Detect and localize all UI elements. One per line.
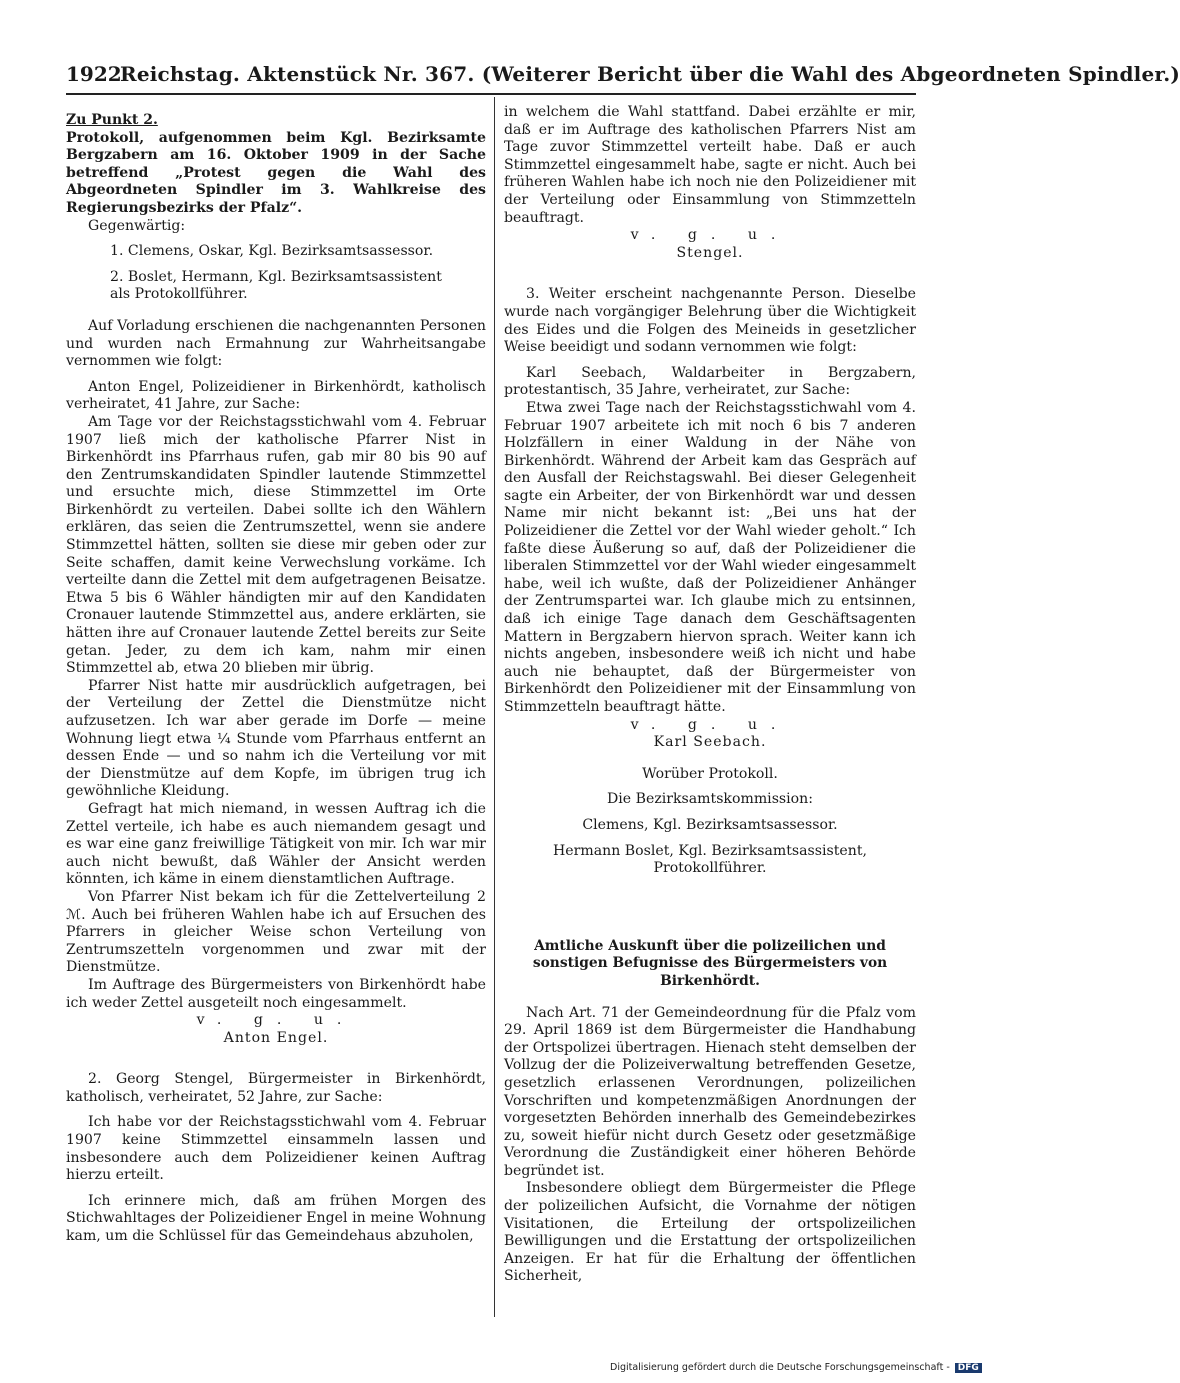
witness-intro: Karl Seebach, Waldarbeiter in Bergzabern, protestantisch, 35 Jahre, verheiratet, zur Sache: [504, 364, 916, 399]
footer-text: Digitalisierung gefördert durch die Deutsche Forschungsgemeinschaft - [610, 1362, 950, 1373]
witness-intro: Anton Engel, Polizeidiener in Birkenhördt, katholisch verheiratet, 41 Jahre, zur Sache: [66, 378, 486, 413]
section-label: Zu Punkt 2. [66, 112, 158, 128]
attendee-2: 2. Boslet, Hermann, Kgl. Bezirksamtsassistent [110, 268, 442, 285]
paragraph: Von Pfarrer Nist bekam ich für die Zettelverteilung 2 ℳ. Auch bei früheren Wahlen habe ich auf Ersuchen des Pfarrers in gleicher Weise schon Verteilung von Zentrumszetteln vorgenommen und zwar mit der Dienstmütze. [66, 888, 486, 976]
vgu-mark: v. g. u. [630, 716, 790, 733]
paragraph: Insbesondere obliegt dem Bürgermeister die Pflege der polizeilichen Aufsicht, die Vornahme der nötigen Visitationen, die Erteilung der ortspolizeilichen Bewilligungen und die Erstattung der ortspolizeilichen Anzeigen. Er hat für die Erhaltung der öffentlichen Sicherheit, [504, 1180, 916, 1285]
digitization-footer [610, 1362, 982, 1373]
paragraph: 3. Weiter erscheint nachgenannte Person. Dieselbe wurde nach vorgängiger Belehrung über die Wichtigkeit des Eides und die Folgen des Meineids in gesetzlicher Weise beeidigt und sodann vernommen wie folgt: [504, 286, 916, 356]
attendee-1: 1. Clemens, Oskar, Kgl. Bezirksamtsassessor. [110, 243, 434, 260]
paragraph: Etwa zwei Tage nach der Reichstagsstichwahl vom 4. Februar 1907 arbeitete ich mit noch 6 bis 7 anderen Holzfällern in einer Waldung in der Nähe von Birkenhördt. Während der Arbeit kam das Gespräch auf den Ausfall der Reichstagswahl. Bei dieser Gelegenheit sagte ein Arbeiter, der von Birkenhördt war und dessen Name mir nicht bekannt ist: „Bei uns hat der Polizeidiener die Zettel vor der Wahl wieder geholt.“ Ich faßte diese Äußerung so auf, daß der Polizeidiener die liberalen Stimmzettel vor der Wahl wieder eingesammelt habe, weil ich wußte, daß der Polizeidiener Anhänger der Zentrumspartei war. Ich glaube mich zu entsinnen, daß ich einige Tage danach dem Geschäftsagenten Mattern in Bergzabern hiervon sprach. Weiter kann ich nichts angeben, insbesondere weiß ich nicht und habe auch nie behauptet, daß der Bürgermeister von Birkenhördt den Polizeidiener mit der Einsammlung von Stimmzetteln beauftragt hätte. [504, 399, 916, 715]
paragraph: Nach Art. 71 der Gemeindeordnung für die Pfalz vom 29. April 1869 ist dem Bürgermeister die Handhabung der Ortspolizei übertragen. Hienach steht demselben der Vollzug der die Polizeiverwaltung betreffenden Gesetze, gesetzlich erlassenen Verordnungen, polizeilichen Vorschriften und kompetenzmäßigen Anordnungen der vorgesetzten Behörden innerhalb des Gemeindebezirkes zu, soweit hiefür nicht durch Gesetz oder gesetzmäßige Verordnung die Zuständigkeit einer höheren Behörde begründet ist. [504, 1004, 916, 1179]
closing-line: Clemens, Kgl. Bezirksamtsassessor. [582, 816, 838, 833]
paragraph: Ich habe vor der Reichstagsstichwahl vom 4. Februar 1907 keine Stimmzettel einsammeln lassen und insbesondere auch dem Polizeidiener keinen Auftrag hierzu erteilt. [66, 1114, 486, 1184]
left-column [66, 112, 486, 1246]
vgu-mark: v. g. u. [196, 1012, 356, 1029]
right-column [504, 104, 916, 1286]
paragraph: Im Auftrage des Bürgermeisters von Birkenhördt habe ich weder Zettel ausgeteilt noch eingesammelt. [66, 976, 486, 1011]
vgu-mark: v. g. u. [630, 227, 790, 244]
page-header [66, 62, 1180, 92]
signature-name: Stengel. [676, 244, 744, 261]
attendee-2-role: als Protokollführer. [110, 286, 248, 303]
dfg-logo-icon: DFG [955, 1363, 982, 1373]
closing-line: Die Bezirksamtskommission: [607, 791, 813, 808]
section-title: Amtliche Auskunft über die polizeilichen und sonstigen Befugnisse des Bürgermeisters von Birkenhördt. [532, 937, 888, 989]
paragraph: Pfarrer Nist hatte mir ausdrücklich aufgetragen, bei der Verteilung der Zettel die Dienstmütze nicht aufzusetzen. Ich war aber gerade im Dorfe — meine Wohnung liegt etwa ¼ Stunde vom Pfarrhaus entfernt an dessen Ende — und so nahm ich die Verteilung vor mit der Dienstmütze auf dem Kopfe, im übrigen trug ich gewöhnliche Kleidung. [66, 677, 486, 800]
paragraph: in welchem die Wahl stattfand. Dabei erzählte er mir, daß er im Auftrage des katholischen Pfarrers Nist am Tage zuvor Stimmzettel verteilt habe. Daß er auch Stimmzettel eingesammelt habe, sagte er nicht. Auch bei früheren Wahlen habe ich noch nie den Polizeidiener mit der Verteilung oder Einsammlung von Stimmzetteln beauftragt. [504, 104, 916, 226]
paragraph: Ich erinnere mich, daß am frühen Morgen des Stichwahltages der Polizeidiener Engel in meine Wohnung kam, um die Schlüssel für das Gemeindehaus abzuholen, [66, 1192, 486, 1245]
signature-name: Karl Seebach. [653, 734, 767, 751]
paragraph: Auf Vorladung erschienen die nachgenannten Personen und wurden nach Ermahnung zur Wahrheitsangabe vernommen wie folgt: [66, 317, 486, 370]
closing-line: Worüber Protokoll. [642, 765, 778, 782]
closing-line: Hermann Boslet, Kgl. Bezirksamtsassistent, [553, 842, 867, 859]
present-label: Gegenwärtig: [88, 217, 186, 234]
column-divider [494, 97, 495, 1317]
page-running-title: Reichstag. Aktenstück Nr. 367. (Weiterer Bericht über die Wahl des Abgeordneten Spindler.) [120, 62, 1180, 86]
paragraph: Am Tage vor der Reichstagsstichwahl vom 4. Februar 1907 ließ mich der katholische Pfarrer Nist in Birkenhördt ins Pfarrhaus rufen, gab mir 80 bis 90 auf den Zentrumskandidaten Spindler lautende Stimmzettel und ersuchte mich, diese Stimmzettel im Orte Birkenhördt zu verteilen. Dabei sollte ich den Wählern erklären, das seien die Zentrumszettel, wenn sie andere Stimmzettel hätten, sollten sie diese mir geben oder zur Seite schaffen, damit keine Verwechslung vorkäme. Ich verteilte dann die Zettel mit dem aufgetragenen Beisatze. Etwa 5 bis 6 Wähler händigten mir auf den Kandidaten Cronauer lautende Stimmzettel aus, andere erklärten, sie hätten ihre auf Cronauer lautende Zettel bereits zur Seite getan. Jeder, zu dem ich kam, nahm mir einen Stimmzettel ab, etwa 20 blieben mir übrig. [66, 413, 486, 677]
signature-name: Anton Engel. [223, 1029, 329, 1046]
protocol-title: Protokoll, aufgenommen beim Kgl. Bezirksamte Bergzabern am 16. Oktober 1909 in der Sache betreffend „Protest gegen die Wahl des Abgeordneten Spindler im 3. Wahlkreise des Regierungsbezirks der Pfalz“. [66, 129, 486, 216]
witness-intro: 2. Georg Stengel, Bürgermeister in Birkenhördt, katholisch, verheiratet, 52 Jahre, zur Sache: [66, 1071, 486, 1105]
closing-line: Protokollführer. [653, 860, 767, 877]
paragraph: Gefragt hat mich niemand, in wessen Auftrag ich die Zettel verteile, ich habe es auch niemandem gesagt und es war eine ganz freiwillige Tätigkeit von mir. Ich war mir auch nicht bewußt, daß Wähler der Ansicht werden könnten, ich käme in einem dienstamtlichen Auftrage. [66, 800, 486, 888]
page-number: 1922 [66, 62, 122, 86]
header-rule [66, 93, 916, 95]
